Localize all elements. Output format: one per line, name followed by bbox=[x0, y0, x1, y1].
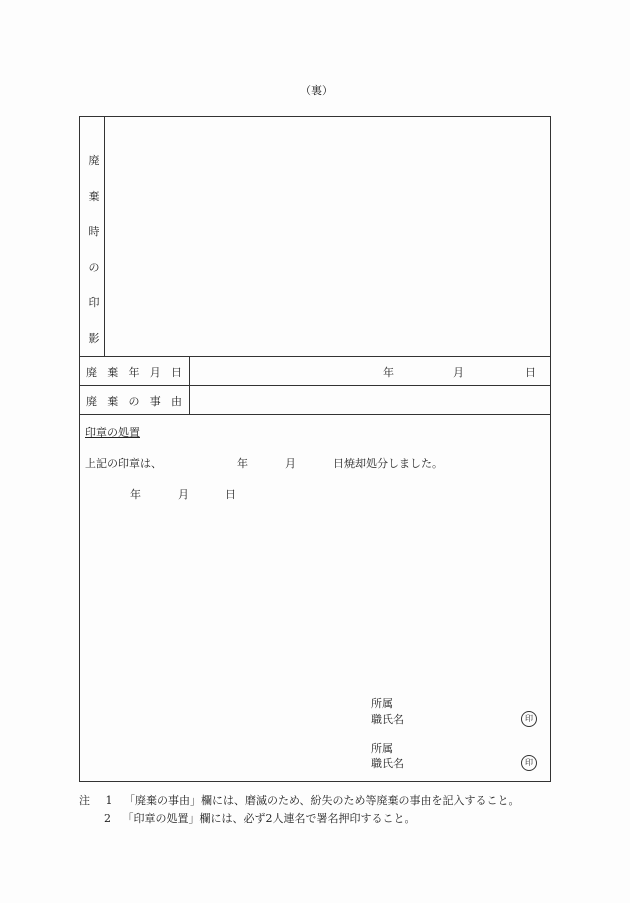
disposal-sentence-prefix: 上記の印章は、 bbox=[85, 457, 162, 470]
disposal-date-field[interactable] bbox=[190, 357, 551, 385]
disposal-month-label: 月 bbox=[285, 457, 296, 470]
disposal-reason-field[interactable] bbox=[190, 386, 551, 414]
imprint-label-char: 廃 bbox=[88, 154, 100, 167]
seal-icon: 印 bbox=[521, 755, 537, 771]
report-day-label: 日 bbox=[225, 488, 236, 501]
note-prefix: 注 bbox=[79, 794, 90, 807]
date-day-label: 日 bbox=[525, 366, 536, 379]
imprint-area[interactable] bbox=[105, 117, 551, 356]
note-number: 1 bbox=[105, 794, 113, 807]
seal-icon: 印 bbox=[521, 711, 537, 727]
date-row-label: 廃 棄 年 月 日 bbox=[86, 366, 182, 379]
disposal-form bbox=[79, 116, 551, 782]
disposal-day-suffix: 日焼却処分しました。 bbox=[333, 457, 443, 470]
report-date bbox=[130, 486, 330, 502]
divider bbox=[80, 414, 550, 415]
reason-row-label: 廃 棄 の 事 由 bbox=[86, 395, 182, 408]
note-text: 「印章の処置」欄には、必ず2人連名で署名押印すること。 bbox=[122, 812, 416, 825]
note-number: 2 bbox=[104, 812, 111, 825]
imprint-label-char: の bbox=[88, 260, 100, 274]
imprint-label-char: 影 bbox=[88, 331, 100, 345]
signer-1-affiliation-label: 所属 bbox=[371, 697, 393, 710]
note-1 bbox=[79, 792, 599, 808]
note-2 bbox=[104, 810, 604, 826]
disposal-sentence bbox=[85, 455, 545, 471]
signer-2-name-label: 職氏名 bbox=[371, 757, 404, 770]
disposal-year-label: 年 bbox=[237, 457, 248, 470]
date-month-label: 月 bbox=[453, 366, 464, 379]
disposal-section-title: 印章の処置 bbox=[85, 426, 140, 439]
signer-1-name-label: 職氏名 bbox=[371, 713, 404, 726]
imprint-label-char: 印 bbox=[88, 296, 100, 310]
imprint-label bbox=[87, 143, 101, 357]
imprint-label-char: 棄 bbox=[88, 189, 100, 203]
date-year-label: 年 bbox=[383, 366, 394, 379]
signer-2-affiliation-label: 所属 bbox=[371, 742, 393, 755]
report-year-label: 年 bbox=[130, 488, 141, 501]
page-title: （裏） bbox=[300, 84, 333, 97]
report-month-label: 月 bbox=[178, 488, 189, 501]
note-text: 「廃棄の事由」欄には、磨滅のため、紛失のため等廃棄の事由を記入すること。 bbox=[124, 794, 520, 807]
imprint-label-char: 時 bbox=[88, 225, 100, 239]
